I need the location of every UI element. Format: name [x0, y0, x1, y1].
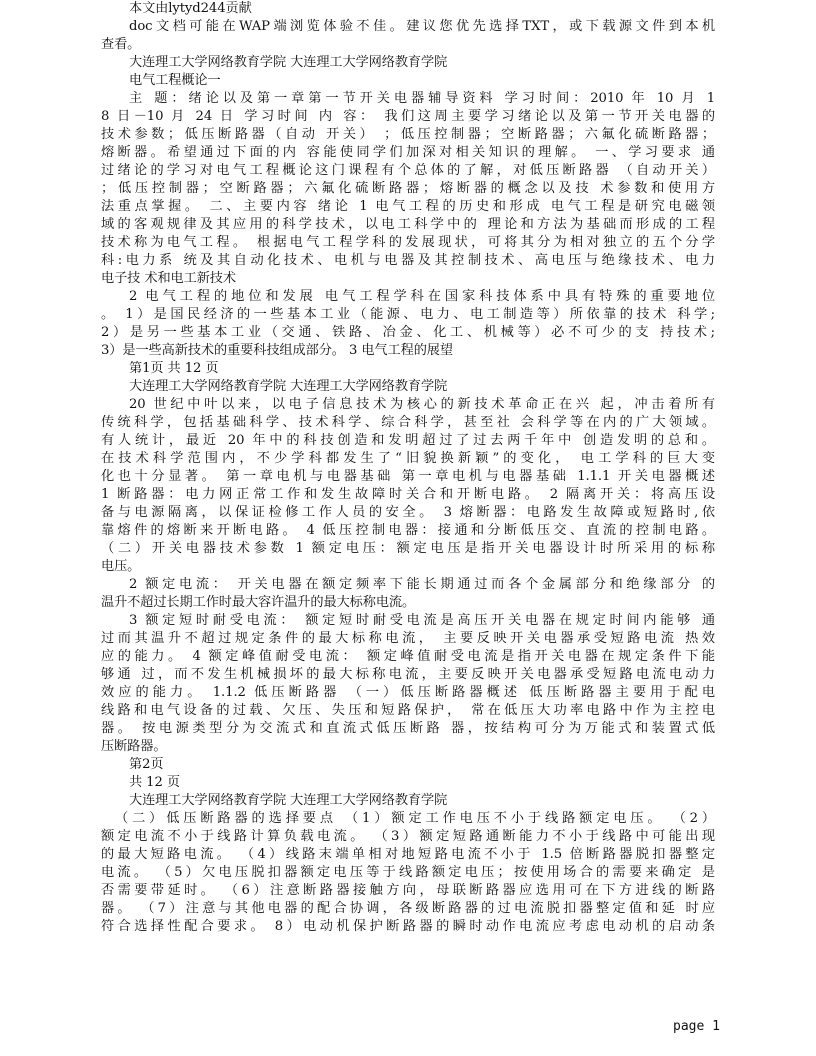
text-line: 查看。	[101, 37, 141, 52]
text-line: 电流。 （5）欠电压脱扣器额定电压等于线路额定电压；按使用场合的需要来确定 是	[101, 865, 715, 880]
text-line: 效应的能力。 1.1.2 低压断路器 （一）低压断路器概述 低压断路器主要用于配电	[101, 685, 715, 700]
text-line: 8 日－10 月 24 日 学习时间 内 容： 我们这周主要学习绪论以及第一节开关电器的	[101, 109, 715, 124]
text-line: 的最大短路电流。 （4）线路末端单相对地短路电流不小于 1.5 倍断路器脱扣器整定	[101, 847, 715, 862]
text-line: 。 1）是国民经济的一些基本工业（能源、电力、电工制造等）所依靠的技术 科学;	[101, 307, 715, 322]
text-line: 大连理工大学网络教育学院 大连理工大学网络教育学院	[129, 379, 448, 394]
text-line: 化也十分显著。 第一章电机与电器基础 第一章电机与电器基础 1.1.1 开关电器概述	[101, 469, 715, 484]
text-line: 够通 过，而不发生机械损坏的最大标称电流，主要反映开关电器承受短路电流电动力	[101, 667, 715, 682]
text-line: 额定电流不小于线路计算负载电流。 （3）额定短路通断能力不小于线路中可能出现	[101, 829, 715, 844]
text-line: 科:电力系 统及其自动化技术、电机与电器及其控制技术、高电压与绝缘技术、电力	[101, 253, 715, 268]
text-line: 器。 按电源类型分为交流式和直流式低压断路 器，按结构可分为万能式和装置式低	[101, 721, 715, 736]
text-line: 2 额定电流： 开关电器在额定频率下能长期通过而各个金属部分和绝缘部分 的	[129, 577, 715, 592]
text-line: 大连理工大学网络教育学院 大连理工大学网络教育学院	[129, 793, 448, 808]
text-line: （二）开关电器技术参数 1 额定电压：额定电压是指开关电器设计时所采用的标称	[101, 541, 715, 556]
text-line: 在技术科学范围内，不少学科都发生了“旧貌换新颖”的变化， 电工学科的巨大变	[101, 451, 715, 466]
text-line: 备与电源隔离，以保证检修工作人员的安全。 3 熔断器：电路发生故障或短路时,依	[101, 505, 715, 520]
text-line: 熔断器。希望通过下面的内 容能使同学们加深对相关知识的理解。 一、学习要求 通	[101, 145, 715, 160]
text-line: 传统科学，包括基础科学、技术科学、综合科学，甚至社 会科学等在内的广大领域。	[101, 415, 715, 430]
text-line: 2）是另一些基本工业（交通、铁路、冶金、化工、机械等）必不可少的支 持技术;	[101, 325, 715, 340]
text-line: 否需要带延时。 （6）注意断路器接触方向，母联断路器应选用可在下方进线的断路	[101, 883, 715, 898]
text-line: 过绪论的学习对电气工程概论这门课程有个总体的了解，对低压断路器 （自动开关）	[101, 163, 715, 178]
text-line: 2 电气工程的地位和发展 电气工程学科在国家科技体系中具有特殊的重要地位	[129, 289, 715, 304]
text-line: 技术参数；低压断路器（自动 开关） ；低压控制器；空断路器；六氟化硫断路器；	[101, 127, 715, 142]
text-line: 技术称为电气工程。 根据电气工程学科的发展现状，可将其分为相对独立的五个分学	[101, 235, 715, 250]
text-line: 法重点掌握。 二、主要内容 绪论 1 电气工程的历史和形成 电气工程是研究电磁领	[101, 199, 715, 214]
text-line: 共 12 页	[129, 775, 180, 790]
text-line: 器。 （7）注意与其他电器的配合协调，各级断路器的过电流脱扣器整定值和延 时应	[101, 901, 715, 916]
text-line: 有人统计，最近 20 年中的科技创造和发明超过了过去两千年中 创造发明的总和。	[101, 433, 715, 448]
text-line: 域的客观规律及其应用的科学技术，以电工科学中的 理论和方法为基础而形成的工程	[101, 217, 715, 232]
text-line: 符合选择性配合要求。 8）电动机保护断路器的瞬时动作电流应考虑电动机的启动条	[101, 919, 715, 934]
text-line: 3）是一些高新技术的重要科技组成部分。 3 电气工程的展望	[101, 343, 453, 358]
text-line: 过而其温升不超过规定条件的最大标称电流， 主要反映开关电器承受短路电流 热效	[101, 631, 715, 646]
text-line: （二）低压断路器的选择要点 （1）额定工作电压不小于线路额定电压。 （2）	[115, 811, 715, 826]
text-line: 靠熔件的熔断来开断电路。 4 低压控制电器：接通和分断低压交、直流的控制电路。	[101, 523, 715, 538]
text-line: doc文档可能在WAP端浏览体验不佳。建议您优先选择TXT，或下载源文件到本机	[129, 19, 715, 34]
text-line: 温升不超过长期工作时最大容许温升的最大标称电流。	[101, 595, 416, 610]
text-line: 电子技 术和电工新技术	[101, 271, 236, 286]
text-line: ；低压控制器；空断路器；六氟化硫断路器；熔断器的概念以及技 术参数和使用方	[101, 181, 715, 196]
text-line: 第1页 共 12 页	[129, 361, 219, 376]
text-line: 1 断路器：电力网正常工作和发生故障时关合和开断电路。 2 隔离开关：将高压设	[101, 487, 715, 502]
text-line: 大连理工大学网络教育学院 大连理工大学网络教育学院	[129, 55, 448, 70]
text-line: 电压。	[101, 559, 141, 574]
text-line: 3 额定短时耐受电流： 额定短时耐受电流是高压开关电器在规定时间内能够 通	[129, 613, 715, 628]
text-line: 电气工程概论一	[129, 73, 221, 88]
text-line: 20 世纪中叶以来，以电子信息技术为核心的新技术革命正在兴 起，冲击着所有	[129, 397, 715, 412]
text-line: 应的能力。 4 额定峰值耐受电流： 额定峰值耐受电流是指开关电器在规定条件下能	[101, 649, 715, 664]
text-line: 第2页	[129, 757, 164, 772]
text-line: 主 题：绪论以及第一章第一节开关电器辅导资料 学习时间：2010 年 10 月 1	[129, 91, 715, 106]
text-line: 本文由lytyd244贡献	[129, 1, 252, 16]
text-line: 压断路器。	[101, 739, 167, 754]
text-line: 线路和电气设备的过载、欠压、失压和短路保护， 常在低压大功率电路中作为主控电	[101, 703, 715, 718]
page-footer: page 1	[673, 1019, 720, 1034]
